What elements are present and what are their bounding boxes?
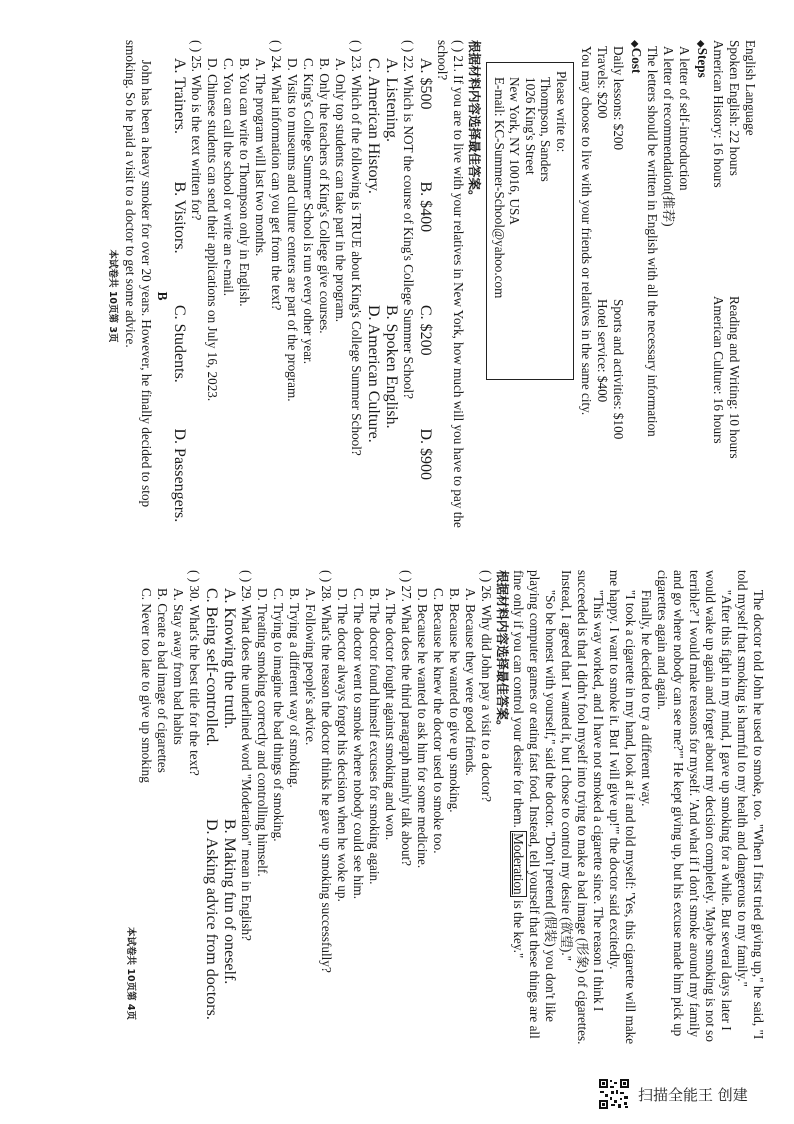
option[interactable]: C. Never too late to give up smoking	[139, 588, 154, 783]
option[interactable]: D. Passengers.	[171, 428, 189, 523]
watermark-text: 扫描全能王 创建	[638, 1085, 748, 1104]
question-stem: ( ) 27. What does the third paragraph mainly talk about?	[399, 570, 414, 867]
option[interactable]: A. Following people's advice.	[303, 588, 318, 746]
course-item: American History: 16 hours	[711, 40, 726, 188]
address-box	[487, 62, 575, 380]
question-stem: ( ) 22. Which is NOT the course of King's College Summer School?	[401, 40, 417, 399]
option[interactable]: D. Treating smoking correctly and controlling himself.	[255, 588, 270, 877]
course-row	[742, 40, 758, 552]
option[interactable]: B. Create a bad image of cigarettes	[155, 588, 170, 773]
question-25	[171, 40, 205, 552]
option[interactable]: D. Asking advice from doctors.	[203, 819, 220, 1020]
option[interactable]: D. $900	[417, 428, 435, 481]
paragraph: Finally, he decided to try a different way.	[639, 589, 654, 807]
option[interactable]: A. Trainers.	[171, 58, 189, 135]
options-row	[383, 40, 401, 552]
cost-note: You may choose to live with your friends or relatives in the same city.	[579, 46, 594, 416]
option[interactable]: C. You can call the school or write an e-mail.	[221, 58, 237, 297]
option[interactable]: A. Listening.	[383, 58, 401, 142]
instruction: 根据材料内容选择最佳答案。	[495, 570, 510, 733]
option[interactable]: C. Because he knew the doctor used to smoke too.	[431, 588, 446, 854]
question-22	[365, 40, 417, 552]
instruction: 根据材料内容选择最佳答案。	[467, 40, 483, 203]
cost-row	[594, 40, 610, 552]
section-b-heading: B	[155, 291, 171, 301]
course-item: English Language	[743, 40, 758, 136]
diamond-bullet-icon: ◆	[695, 40, 706, 48]
option[interactable]: B. Because he wanted to give up smoking.	[447, 588, 462, 813]
question-26	[414, 570, 494, 1050]
paragraph: "After this fight in my mind, I gave up smoking for a while. But several days later I would wake up again and forget about my decision completely. 'Maybe smoking is not so terrible?' I would make reasons for myself. 'And what if I don't smoke around my family and go where nobody can see me?'" He kept giving up, but his excuse made him pick up cigarettes again and again.	[655, 570, 734, 1042]
page-4	[0, 560, 794, 1050]
options-row	[202, 570, 220, 1050]
options-row	[417, 40, 435, 552]
cost-row	[610, 40, 626, 552]
question-29	[202, 570, 254, 1050]
step-item: The letters should be written in English with all the necessary information	[645, 46, 660, 437]
address-line: 1026 King's Street	[523, 77, 538, 175]
question-28	[254, 570, 334, 1050]
address-line: Please write to:	[554, 71, 569, 153]
cost-item: Hotel service: $400	[595, 299, 610, 403]
course-row	[726, 40, 742, 552]
qr-code-icon	[598, 1078, 630, 1110]
option[interactable]: A. $500	[417, 58, 435, 110]
option[interactable]: A. The program will last two months.	[253, 58, 269, 257]
option[interactable]: B. Visitors.	[171, 181, 189, 254]
address-line: New York, NY 10016, USA	[507, 77, 523, 225]
question-stem: ( ) 29. What does the underlined word "Moderation" mean in English?	[239, 570, 254, 941]
course-item: American Culture: 16 hours	[711, 296, 726, 444]
option[interactable]: B. Only the teachers of King's College give courses.	[317, 58, 333, 334]
option[interactable]: C. Trying to imagine the bad things of smoking.	[271, 588, 286, 842]
option[interactable]: D. American Culture.	[365, 305, 383, 443]
page-footer: 本试卷共 10页第 3页	[107, 249, 119, 343]
question-stem: ( ) 28. What's the reason the doctor thinks he gave up smoking successfully?	[319, 570, 334, 973]
option[interactable]: D. Visits to museums and culture centers are part of the program.	[285, 58, 301, 402]
cost-heading: ◆Cost	[629, 40, 644, 74]
paragraph: The doctor told John he used to smoke, too. "When I first tried giving up," he said, "I told myself that smoking is harmful to my health and dangerous to my family."	[735, 570, 766, 1040]
courses-list	[710, 40, 758, 552]
option[interactable]: A. Knowing the truth.	[221, 588, 238, 729]
options-row	[171, 40, 189, 552]
cost-item: Travels: $200	[595, 46, 610, 119]
question-24	[205, 40, 285, 552]
address-line: Thompson, Sanders	[538, 77, 554, 182]
diamond-bullet-icon: ◆	[629, 40, 640, 48]
option[interactable]: A. Because they were good friends.	[463, 588, 478, 776]
option[interactable]: B. Spoken English.	[383, 305, 401, 429]
paragraph-last: "So be honest with yourself," said the doctor. "Don't pretend (假装) you don't like playing computer games or eating fast food. Instead, tell yourself that these things are all fine only if you can control your desire for them. Moderation is the key."	[511, 570, 558, 1039]
paragraph: "This way worked, and I have not smoked a cigarette since. The reason I think I succeeded is that I didn't fool myself into trying to make a bad image (形象) of cigarettes. Instead, I agreed that I wanted it, but I chose to control my desire (欲望)."	[559, 570, 606, 1045]
question-stem: ( ) 24. What information can you get from the text?	[269, 40, 285, 311]
course-item: Reading and Writing: 10 hours	[727, 296, 742, 459]
option[interactable]: B. The doctor found himself excuses for smoking again.	[367, 588, 382, 885]
question-27	[334, 570, 414, 1050]
option[interactable]: B. Making fun of oneself.	[221, 819, 238, 985]
passage-b-intro: John has been a heavy smoker for over 20 years. However, he finally decided to stop smoking. So he paid a visit to a doctor to get some advice.	[123, 40, 155, 508]
option[interactable]: B. You can write to Thompson only in English.	[237, 58, 253, 307]
option[interactable]: D. The doctor always forgot his decision when he woke up.	[335, 588, 350, 902]
option[interactable]: C. The doctor went to smoke where nobody could see him.	[351, 588, 366, 900]
option[interactable]: B. Trying a different way of smoking.	[287, 588, 302, 788]
question-stem: ( ) 23. Which of the following is TRUE about King's College Summer School?	[349, 40, 365, 456]
course-item: Spoken English: 22 hours	[727, 40, 742, 176]
option[interactable]: D. Because he wanted to ask him for some medicine.	[415, 588, 430, 869]
option[interactable]: A. Stay away from bad habits	[171, 588, 186, 745]
cost-item: Daily lessons: $200	[611, 46, 626, 151]
options-row	[220, 570, 238, 1050]
option[interactable]: A. The doctor fought against smoking and won.	[383, 588, 398, 841]
paragraph: "I took a cigarette in my hand, look at it and told myself: 'Yes, this cigarette will make me happy. I want to smoke it. But I will give up!'" the doctor said excitedly.	[607, 570, 638, 1045]
option[interactable]: C. Students.	[171, 305, 189, 383]
steps-heading: ◆Steps	[695, 40, 710, 78]
scanner-watermark	[598, 1073, 788, 1115]
course-row	[710, 40, 726, 552]
question-21	[417, 40, 467, 552]
option[interactable]: A. Only top students can take part in the program.	[333, 58, 349, 323]
question-stem: ( ) 25. Who is the text written for?	[189, 40, 205, 221]
option[interactable]: B. $400	[417, 181, 435, 233]
page-3	[0, 40, 794, 560]
options-row	[365, 40, 383, 552]
step-item: A letter of recommendation(推荐)	[661, 46, 676, 227]
question-stem: ( ) 26. Why did John pay a visit to a doctor?	[479, 570, 494, 802]
question-stem: ( ) 30. What's the best title for the text?	[187, 570, 202, 776]
underlined-word-moderation: Moderation	[511, 833, 526, 895]
option[interactable]: C. $200	[417, 305, 435, 356]
option[interactable]: C. American History.	[365, 58, 383, 194]
page-footer: 本试卷共 10页第 4页	[125, 927, 136, 1020]
step-item: A letter of self-introduction	[677, 46, 692, 191]
question-30	[138, 570, 202, 1050]
address-line: E-mail: KC-Summer-School@yahoo.com	[492, 77, 507, 299]
option[interactable]: C. King's College Summer School is run every other year.	[301, 58, 317, 365]
question-stem: ( ) 21. If you are to live with your relatives in New York, how much will you have to pay the school?	[435, 40, 467, 528]
course-item	[742, 296, 758, 552]
option[interactable]: C. Being self-controlled.	[203, 588, 220, 747]
option[interactable]: D. Chinese students can send their applications on July 16, 2023.	[205, 58, 221, 402]
question-23	[285, 40, 365, 552]
cost-item: Sports and activities: $100	[611, 299, 626, 440]
